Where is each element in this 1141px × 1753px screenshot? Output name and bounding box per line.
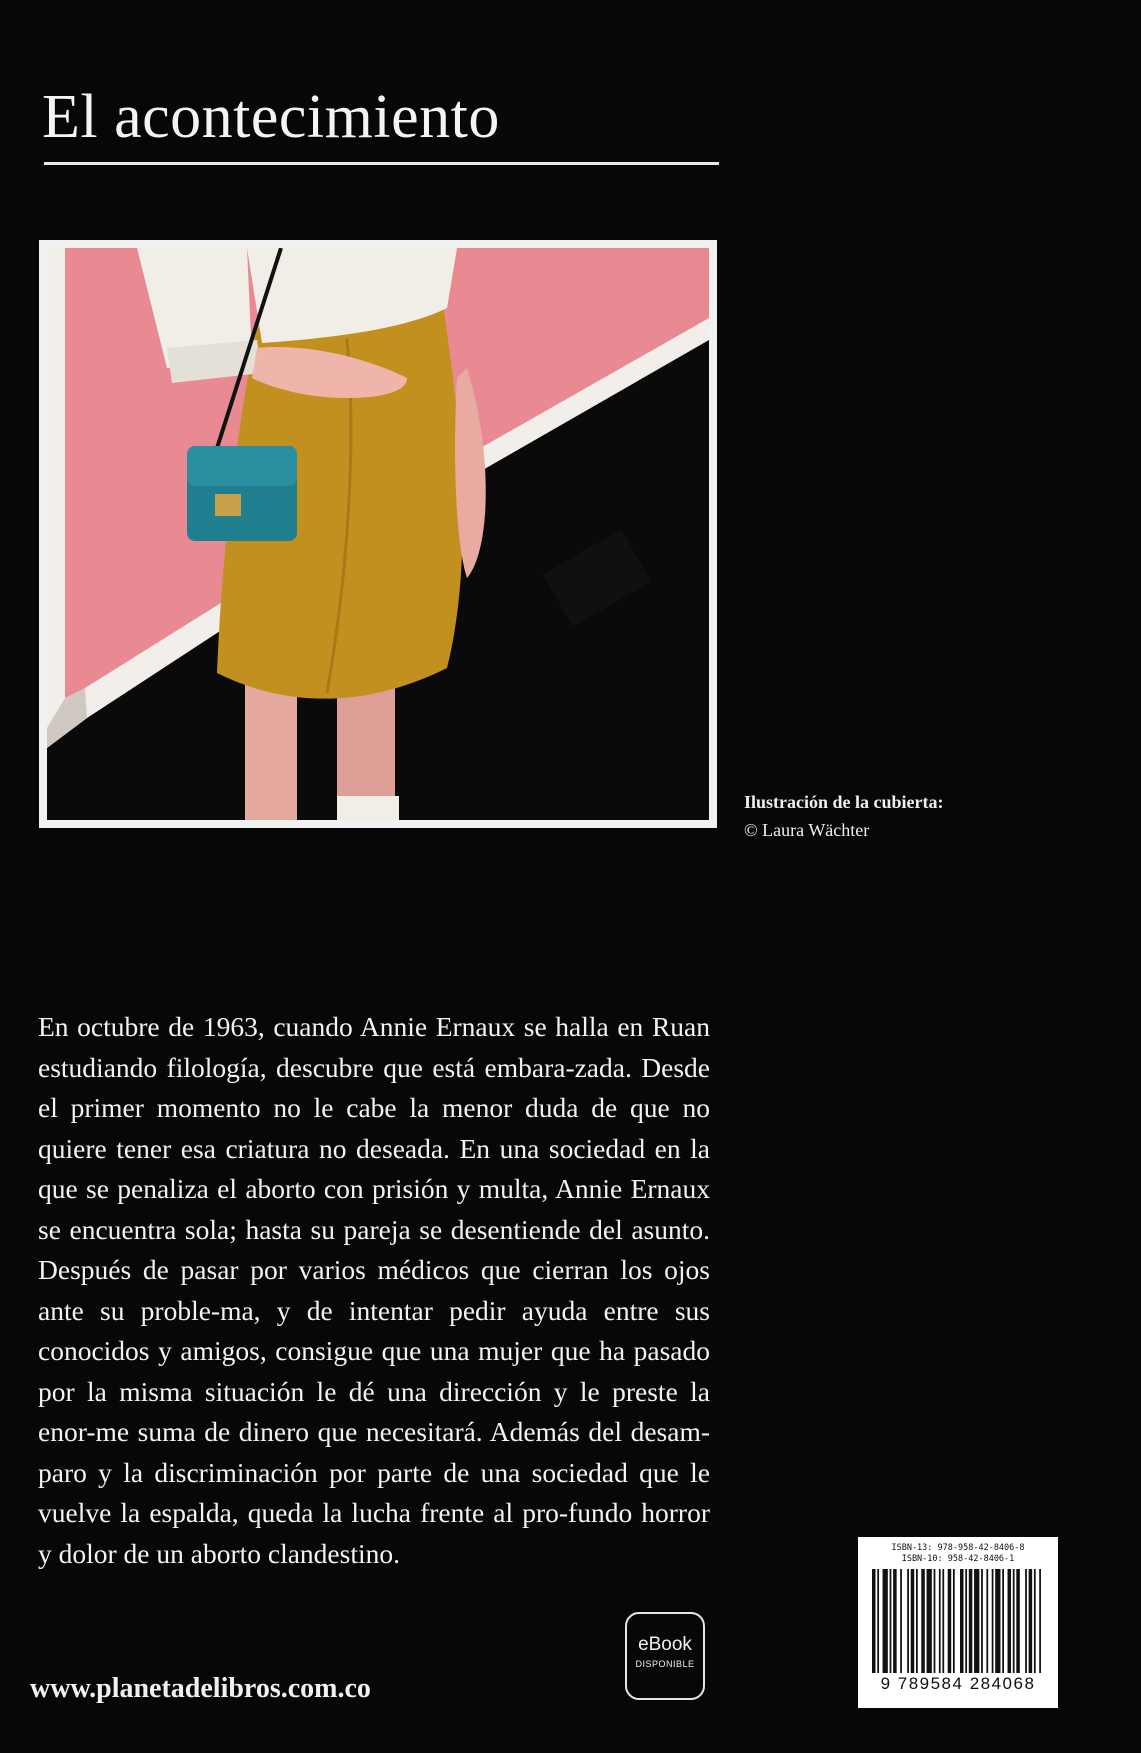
isbn10-text: ISBN-10: 958-42-8406-1 <box>901 1554 1015 1564</box>
barcode-bar <box>942 1569 944 1673</box>
barcode-bar <box>916 1569 918 1673</box>
illustration-art <box>47 248 709 820</box>
barcode-bar <box>995 1569 1000 1673</box>
ebook-word: eBook <box>638 1634 692 1655</box>
barcode-bar <box>900 1569 902 1673</box>
barcode-bar <box>934 1569 936 1673</box>
credit-name: © Laura Wächter <box>744 820 870 840</box>
illustration-credit <box>744 788 944 844</box>
barcode-bar <box>921 1569 925 1673</box>
barcode-bar <box>1029 1569 1033 1673</box>
barcode-bar <box>1016 1569 1020 1673</box>
credit-label: Ilustración de la cubierta: <box>744 792 944 812</box>
barcode-bar <box>893 1569 897 1673</box>
barcode-bar <box>1025 1569 1027 1673</box>
barcode-bar <box>948 1569 952 1673</box>
ebook-availability: DISPONIBLE <box>635 1659 695 1669</box>
barcode-digits: 9 789584 284068 <box>880 1674 1036 1693</box>
barcode-bar <box>1002 1569 1004 1673</box>
isbn13-text: ISBN-13: 978-958-42-8406-8 <box>891 1543 1025 1553</box>
barcode-bar <box>974 1569 979 1673</box>
synopsis-text: En octubre de 1963, cuando Annie Ernaux se halla en Ruan estudiando filología, descubre que está embara-zada. Desde el primer momento no le cabe la menor duda de que no quiere tener esa criatura no deseada. En una sociedad en la que se penaliza el aborto con prisión y multa, Annie Ernaux se encuentra sola; hasta su pareja se desentiende del asunto. Después de pasar por varios médicos que cierran los ojos ante su proble-ma, y de intentar pedir ayuda entre sus conocidos y amigos, consigue que una mujer que ha pasado por la misma situación le dé una dirección y le preste la enor-me suma de dinero que necesitará. Además del desam-paro y la discriminación por parte de una sociedad que le vuelve la espalda, queda la lucha frente al pro-fundo horror y dolor de un aborto clandestino. <box>38 1011 710 1569</box>
barcode-bar <box>960 1569 964 1673</box>
barcode-bar <box>939 1569 941 1673</box>
barcode-bars <box>868 1569 1048 1673</box>
barcode-bar <box>965 1569 967 1673</box>
barcode-bar <box>953 1569 955 1673</box>
barcode-bar <box>911 1569 915 1673</box>
barcode-bar <box>981 1569 983 1673</box>
ebook-badge <box>625 1612 705 1700</box>
barcode-bar <box>1008 1569 1012 1673</box>
publisher-website[interactable]: www.planetadelibros.com.co <box>30 1673 371 1704</box>
book-title: El acontecimiento <box>42 83 500 151</box>
barcode-bar <box>872 1569 876 1673</box>
barcode-bar <box>927 1569 932 1673</box>
cover-illustration <box>39 240 717 828</box>
isbn-barcode <box>858 1537 1058 1708</box>
title-divider <box>44 162 719 165</box>
barcode-bar <box>907 1569 909 1673</box>
barcode-bar <box>1013 1569 1015 1673</box>
barcode-bar <box>986 1569 988 1673</box>
barcode-bar <box>883 1569 888 1673</box>
barcode-bar <box>969 1569 973 1673</box>
barcode-bar <box>992 1569 994 1673</box>
barcode-bar <box>877 1569 879 1673</box>
barcode-bar <box>1039 1569 1041 1673</box>
barcode-bar <box>1034 1569 1036 1673</box>
barcode-bar <box>890 1569 892 1673</box>
